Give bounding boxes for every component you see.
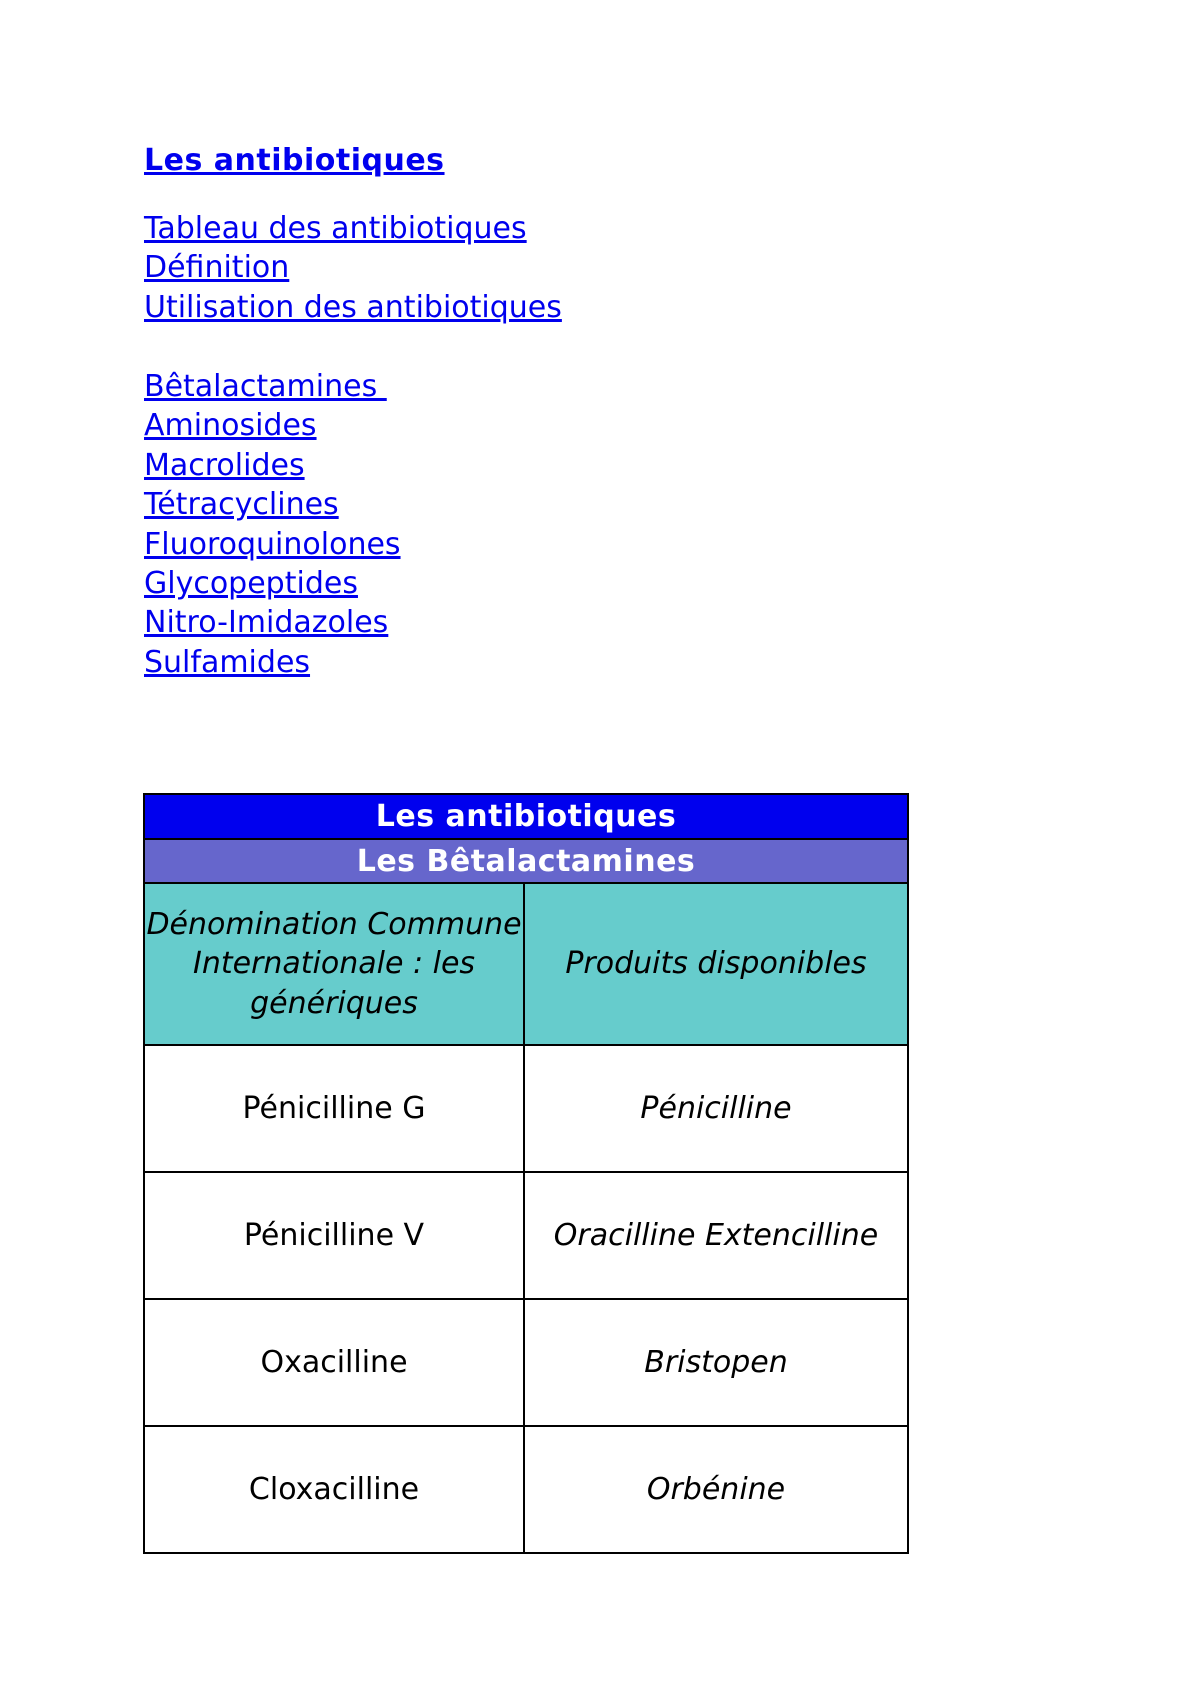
link-betalactamines[interactable]: Bêtalactamines bbox=[144, 369, 387, 404]
link-utilisation[interactable]: Utilisation des antibiotiques bbox=[144, 289, 562, 325]
table-family-title: Les Bêtalactamines bbox=[144, 839, 908, 883]
link-glycopeptides[interactable]: Glycopeptides bbox=[144, 565, 358, 601]
generic-name-cell: Pénicilline G bbox=[144, 1045, 524, 1172]
antibiotics-table bbox=[143, 793, 909, 1554]
table-header-row bbox=[144, 883, 908, 1045]
product-cell: Oracilline Extencilline bbox=[524, 1172, 908, 1299]
nav-link-item bbox=[144, 643, 401, 682]
nav-link-item bbox=[144, 406, 401, 445]
product-cell: Bristopen bbox=[524, 1299, 908, 1426]
table-title-row bbox=[144, 794, 908, 839]
nav-link-item bbox=[144, 485, 401, 524]
link-sulfamides[interactable]: Sulfamides bbox=[144, 644, 311, 680]
link-nitro-imidazoles[interactable]: Nitro-Imidazoles bbox=[144, 605, 389, 641]
nav-link-item bbox=[144, 525, 401, 564]
link-fluoroquinolones[interactable]: Fluoroquinolones bbox=[144, 526, 401, 562]
table-row bbox=[144, 1172, 908, 1299]
link-aminosides[interactable]: Aminosides bbox=[144, 408, 317, 444]
link-tableau[interactable]: Tableau des antibiotiques bbox=[144, 211, 527, 246]
product-cell: Orbénine bbox=[524, 1426, 908, 1553]
nav-link-item bbox=[144, 248, 562, 287]
nav-link-item bbox=[144, 288, 562, 327]
table-title: Les antibiotiques bbox=[144, 794, 908, 839]
nav-link-item bbox=[144, 603, 401, 642]
nav-link-item bbox=[144, 446, 401, 485]
table-family-row bbox=[144, 839, 908, 883]
nav-link-item bbox=[144, 367, 401, 406]
product-cell: Pénicilline bbox=[524, 1045, 908, 1172]
table-row bbox=[144, 1045, 908, 1172]
nav-links-families bbox=[144, 367, 401, 682]
generic-name-cell: Pénicilline V bbox=[144, 1172, 524, 1299]
nav-link-item bbox=[144, 209, 562, 248]
table-row bbox=[144, 1426, 908, 1553]
nav-link-item bbox=[144, 564, 401, 603]
link-macrolides[interactable]: Macrolides bbox=[144, 447, 305, 483]
page-title-link[interactable]: Les antibiotiques bbox=[144, 143, 445, 178]
column-header-products: Produits disponibles bbox=[524, 883, 908, 1045]
link-tetracyclines[interactable]: Tétracyclines bbox=[144, 487, 339, 523]
nav-links-general bbox=[144, 209, 562, 327]
column-header-generic: Dénomination Commune Internationale : les génériques bbox=[144, 883, 524, 1045]
generic-name-cell: Cloxacilline bbox=[144, 1426, 524, 1553]
table-row bbox=[144, 1299, 908, 1426]
link-definition[interactable]: Définition bbox=[144, 250, 290, 286]
generic-name-cell: Oxacilline bbox=[144, 1299, 524, 1426]
